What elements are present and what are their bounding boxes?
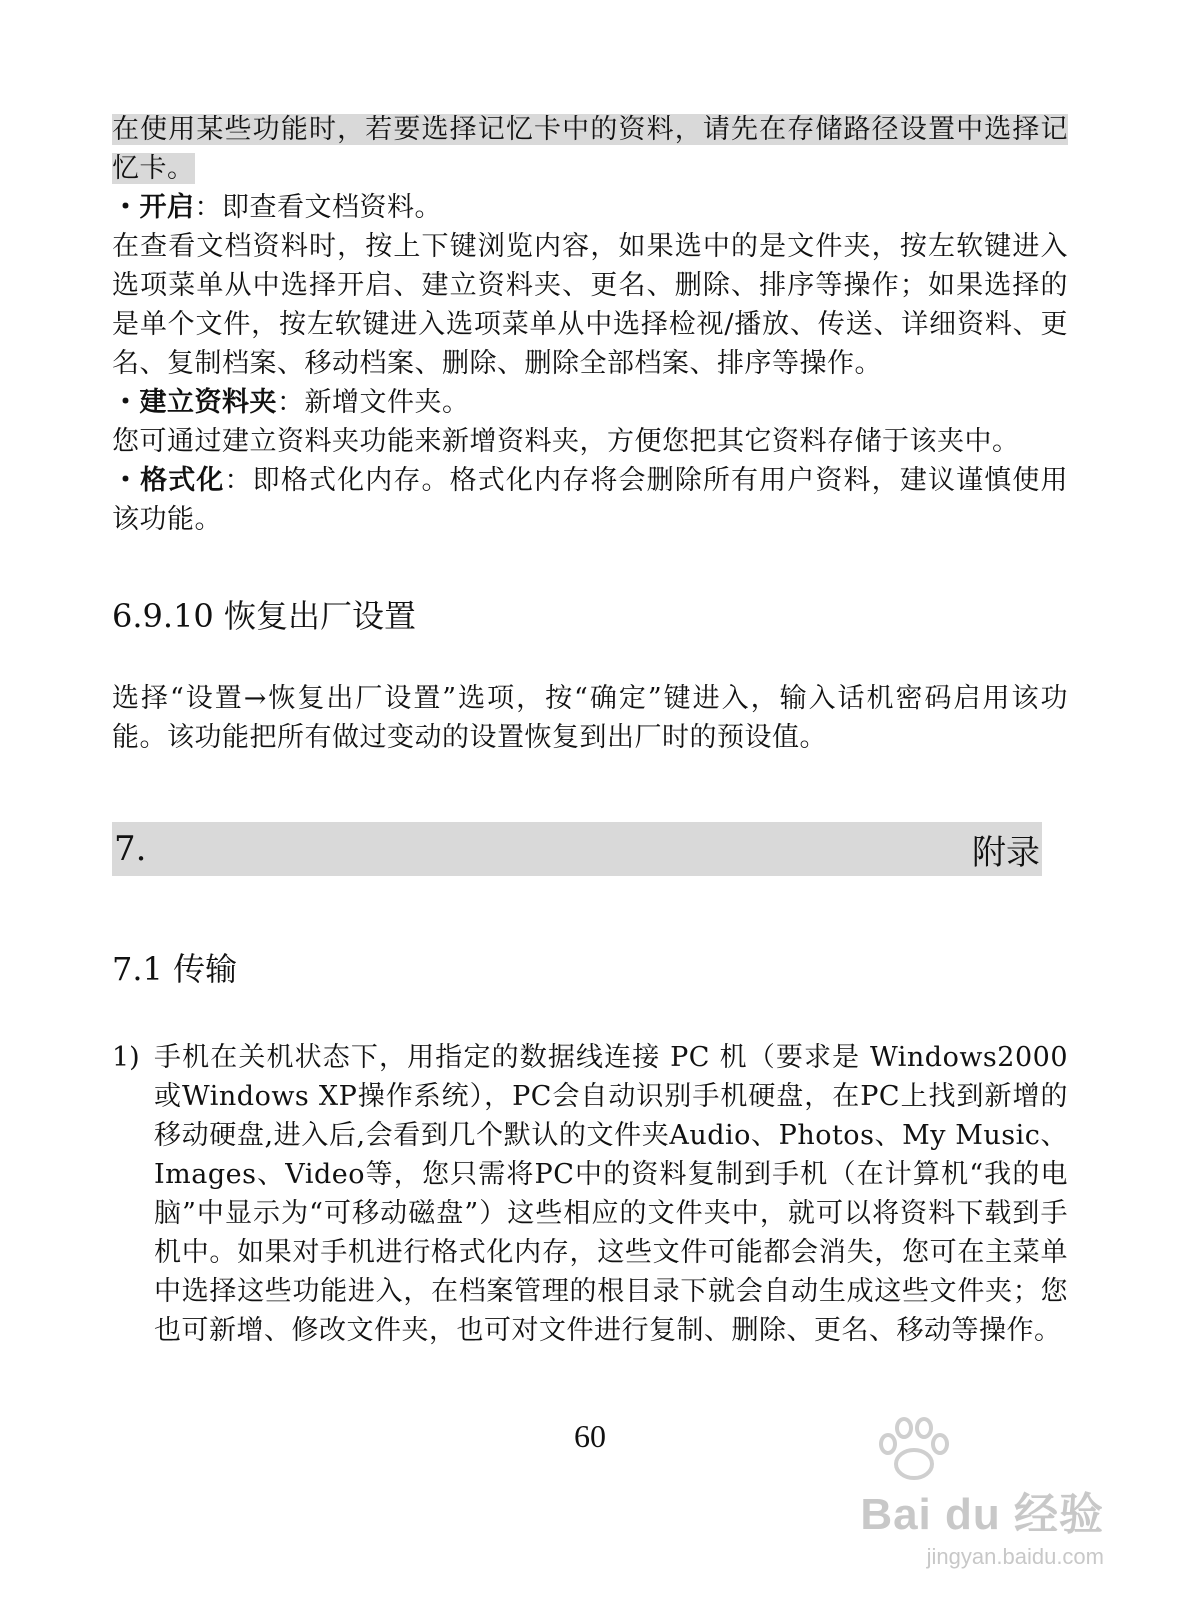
list-item-text: 手机在关机状态下，用指定的数据线连接 PC 机（要求是 Windows2000 或Windows XP操作系统），PC会自动识别手机硬盘，在PC上找到新增的移动硬盘,进入后,会看到几个默认的文件夹Audio、Photos、My Music、Images、Video等，您只需将PC中的资料复制到手机（在计算机“我的电脑”中显示为“可移动磁盘”）这些相应的文件夹中，就可以将资料下载到手机中。如果对手机进行格式化内存，这些文件可能都会消失，您可在主菜单中选择这些功能进入，在档案管理的根目录下就会自动生成这些文件夹；您也可新增、修改文件夹，也可对文件进行复制、删除、更名、移动等操作。 (154, 1042, 1068, 1346)
format-desc: ：即格式化内存。格式化内存将会删除所有用户资料，建议谨慎使用该功能。 (112, 465, 1069, 535)
transfer-list (112, 1038, 1068, 1350)
folder-item (112, 383, 1068, 422)
chapter-7-heading (112, 822, 1042, 876)
format-label: ・格式化 (112, 465, 225, 496)
chapter-number: 7. (114, 829, 147, 869)
list-item-number: 1) (112, 1042, 140, 1073)
baidu-watermark (860, 1478, 1104, 1570)
format-item (112, 461, 1068, 539)
paw-icon (874, 1416, 954, 1486)
chapter-title: 附录 (972, 832, 1040, 873)
memory-card-note: 在使用某些功能时，若要选择记忆卡中的资料，请先在存储路径设置中选择记忆卡。 (112, 114, 1068, 184)
watermark-brand: Bai du 经验 (860, 1490, 1104, 1539)
open-desc: ：即查看文档资料。 (194, 192, 442, 223)
folder-desc: ：新增文件夹。 (277, 387, 470, 418)
section-6-9-10-heading: 6.9.10 恢复出厂设置 (112, 597, 416, 635)
folder-detail: 您可通过建立资料夹功能来新增资料夹，方便您把其它资料存储于该夹中。 (112, 426, 1020, 457)
open-item (112, 188, 1068, 227)
section-7-1-heading: 7.1 传输 (112, 950, 238, 988)
folder-label: ・建立资料夹 (112, 387, 277, 418)
open-label: ・开启 (112, 192, 195, 223)
section-6-9-10-body: 选择“设置→恢复出厂设置”选项，按“确定”键进入，输入话机密码启用该功能。该功能把所有做过变动的设置恢复到出厂时的预设值。 (112, 683, 1068, 753)
watermark-site: jingyan.baidu.com (926, 1544, 1104, 1569)
list-item (112, 1038, 1068, 1350)
open-detail: 在查看文档资料时，按上下键浏览内容，如果选中的是文件夹，按左软键进入选项菜单从中选择开启、建立资料夹、更名、删除、排序等操作；如果选择的是单个文件，按左软键进入选项菜单从中选择检视/播放、传送、详细资料、更名、复制档案、移动档案、删除、删除全部档案、排序等操作。 (112, 231, 1068, 379)
page-number: 60 (574, 1418, 606, 1454)
document-page (112, 110, 1068, 757)
